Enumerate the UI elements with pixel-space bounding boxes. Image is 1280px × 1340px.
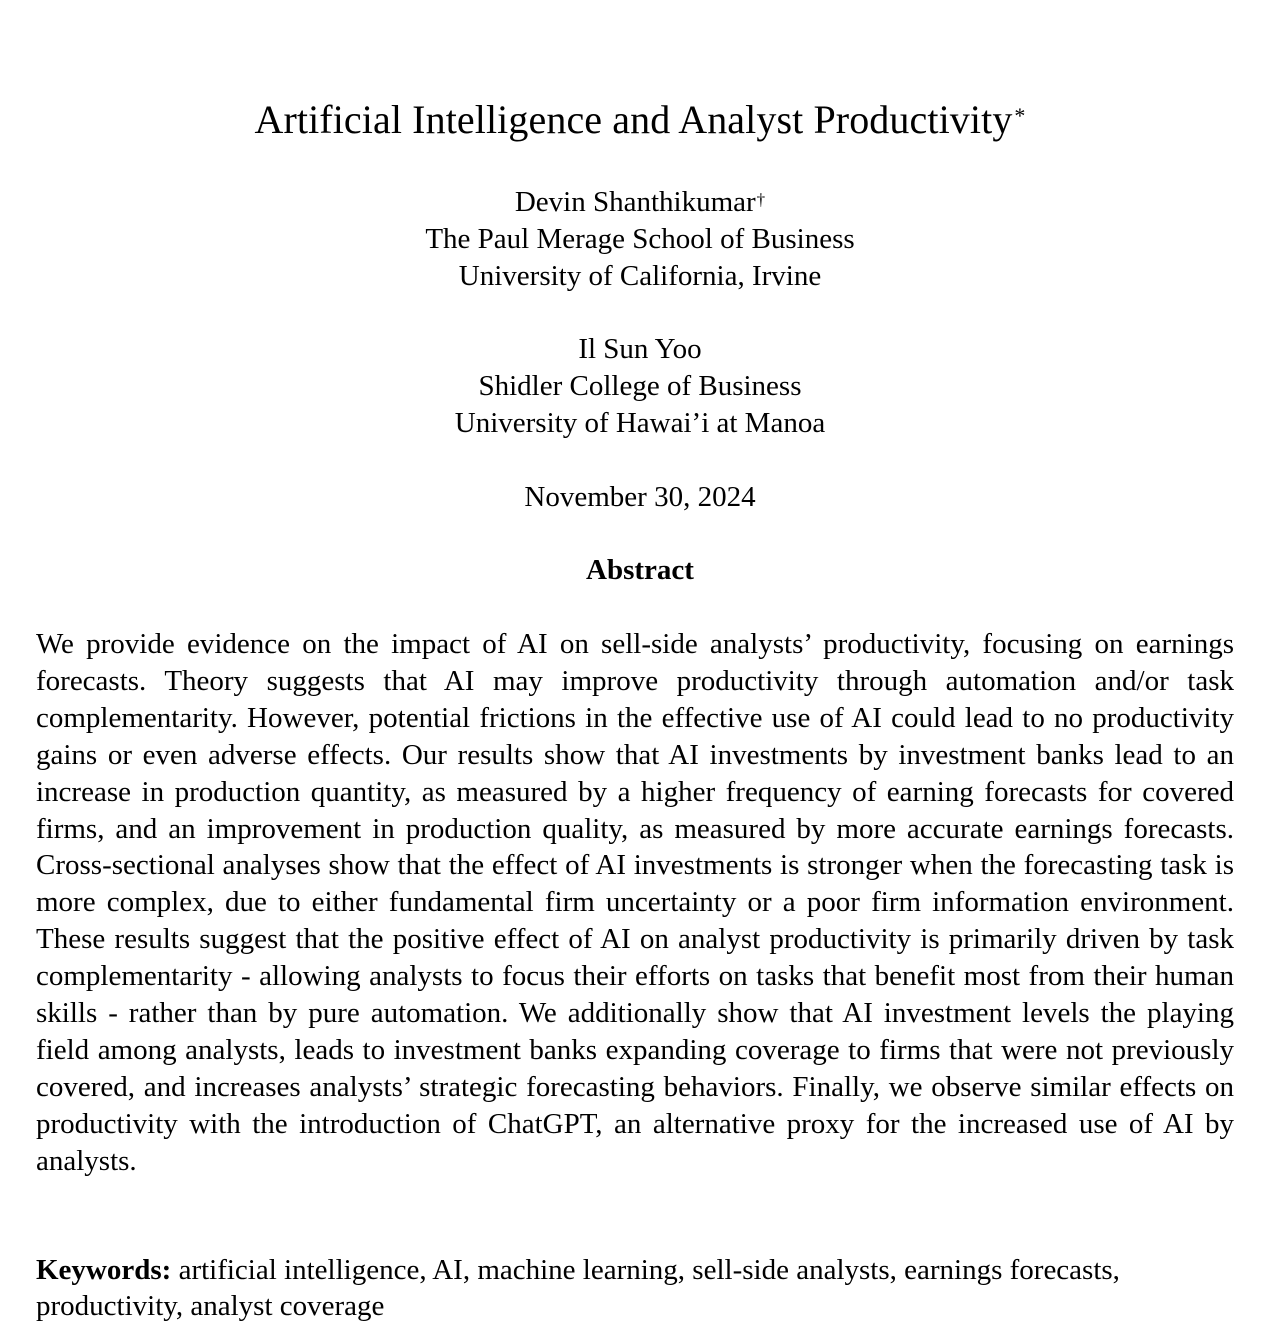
author-2-name: Il Sun Yoo [578, 333, 702, 365]
author-2-affiliation-university: University of Hawai’i at Manoa [454, 407, 826, 439]
paper-title [0, 96, 1280, 144]
abstract-body: We provide evidence on the impact of AI on sell-side analysts’ productivity, focusing on earnings forecasts. Theory suggests that AI may improve productivity through automation and/or task complementarity. However, potential frictions in the effective use of AI could lead to no productivity gains or even adverse effects. Our results show that AI investments by investment banks lead to an increase in production quantity, as measured by a higher frequency of earning forecasts for covered firms, and an improvement in production quality, as measured by more accurate earnings forecasts. Cross-sectional analyses show that the effect of AI investments is stronger when the forecasting task is more complex, due to either fundamental firm uncertainty or a poor firm information environment. These results suggest that the positive effect of AI on analyst productivity is primarily driven by task complementarity - allowing analysts to focus their efforts on tasks that benefit most from their human skills - rather than by pure automation. We additionally show that AI investment levels the playing field among analysts, leads to investment banks expanding coverage to firms that were not previously covered, and increases analysts’ strategic forecasting behaviors. Finally, we observe similar effects on productivity with the introduction of ChatGPT, an alternative proxy for the increased use of AI by analysts. [36, 628, 1234, 1177]
author-1-affiliation-school: The Paul Merage School of Business [425, 223, 855, 255]
author-block-1 [0, 184, 1280, 295]
abstract-heading: Abstract [586, 554, 694, 586]
author-1-footnote-marker: † [756, 190, 766, 209]
author-1-name: Devin Shanthikumar [514, 186, 756, 218]
paper-title-text: Artificial Intelligence and Analyst Productivity [254, 97, 1013, 142]
title-footnote-marker: * [1014, 103, 1026, 128]
author-2-affiliation-school: Shidler College of Business [478, 370, 802, 402]
paper-date: November 30, 2024 [524, 481, 756, 513]
author-block-2 [0, 331, 1280, 442]
author-1-affiliation-university: University of California, Irvine [458, 260, 822, 292]
keywords-section [36, 1252, 1234, 1324]
keywords-list: artificial intelligence, AI, machine learning, sell-side analysts, earnings forecasts, productivity, analyst coverage [36, 1254, 1120, 1322]
keywords-label: Keywords: [36, 1254, 172, 1286]
author-1-name-line [0, 184, 1280, 221]
